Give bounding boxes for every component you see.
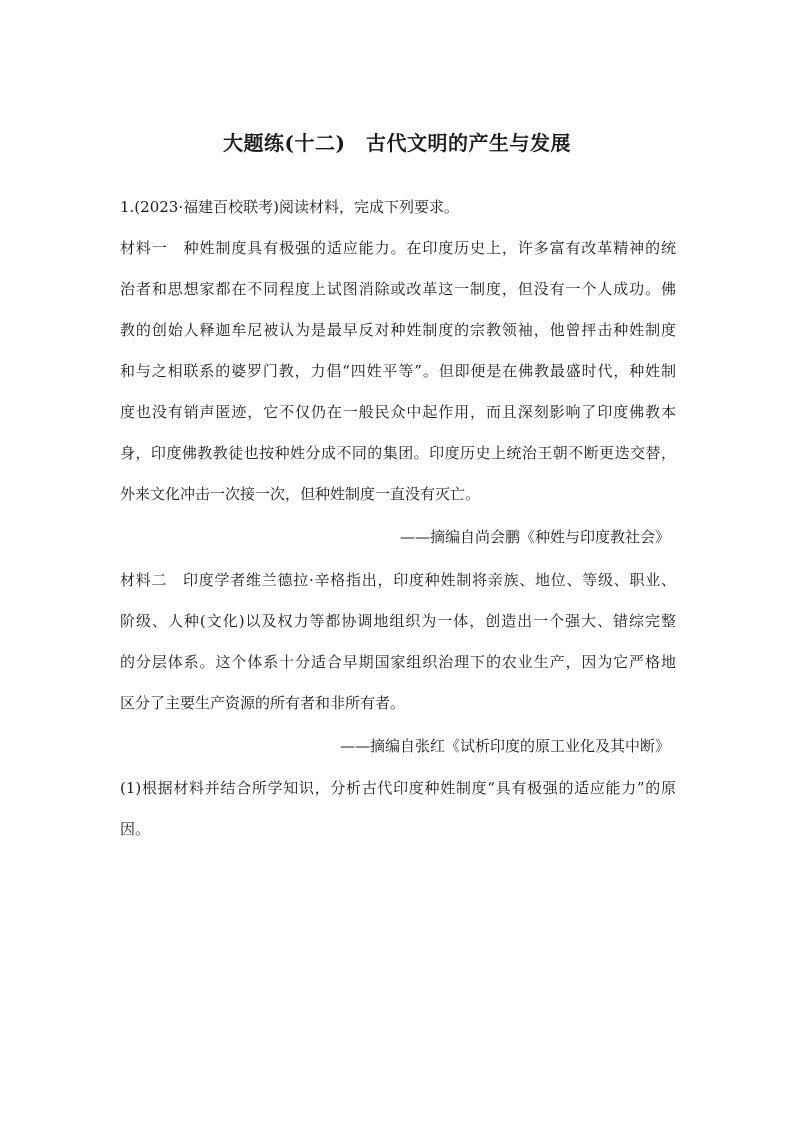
material-1-line: 材料一 种姓制度具有极强的适应能力。在印度历史上，许多富有改革精神的统 xyxy=(120,239,676,257)
material-2-line: 阶级、人种(文化)以及权力等都协调地组织为一体，创造出一个强大、错综完整 xyxy=(120,612,676,630)
material-1-source: ——摘编自尚会鹏《种姓与印度教社会》 xyxy=(399,528,670,546)
material-1-line: 外来文化冲击一次接一次，但种姓制度一直没有灭亡。 xyxy=(120,485,481,503)
material-1-line: 治者和思想家都在不同程度上试图消除或改革这一制度，但没有一个人成功。佛 xyxy=(120,280,676,298)
material-1-line: 和与之相联系的婆罗门教，力倡“四姓平等”。但即便是在佛教最盛时代，种姓制 xyxy=(120,362,676,380)
material-1-line: 身，印度佛教教徒也按种姓分成不同的集团。印度历史上统治王朝不断更迭交替， xyxy=(120,444,676,462)
question-stem: 1.(2023·福建百校联考)阅读材料，完成下列要求。 xyxy=(120,198,459,216)
material-2-line: 区分了主要生产资源的所有者和非所有者。 xyxy=(120,694,406,712)
material-1-line: 度也没有销声匿迹，它不仅仍在一般民众中起作用，而且深刻影响了印度佛教本 xyxy=(120,403,676,421)
subquestion-1-line: 因。 xyxy=(120,820,151,838)
subquestion-1-line: (1)根据材料并结合所学知识，分析古代印度种姓制度“具有极强的适应能力”的原 xyxy=(120,779,676,797)
material-1-line: 教的创始人释迦牟尼被认为是最早反对种姓制度的宗教领袖，他曾抨击种姓制度 xyxy=(120,321,676,339)
material-2-line: 材料二 印度学者维兰德拉·辛格指出，印度种姓制将亲族、地位、等级、职业、 xyxy=(120,571,676,589)
material-2-source: ——摘编自张红《试析印度的原工业化及其中断》 xyxy=(339,737,670,755)
material-2-line: 的分层体系。这个体系十分适合早期国家组织治理下的农业生产，因为它严格地 xyxy=(120,653,676,671)
page-title: 大题练(十二) 古代文明的产生与发展 xyxy=(223,131,571,155)
